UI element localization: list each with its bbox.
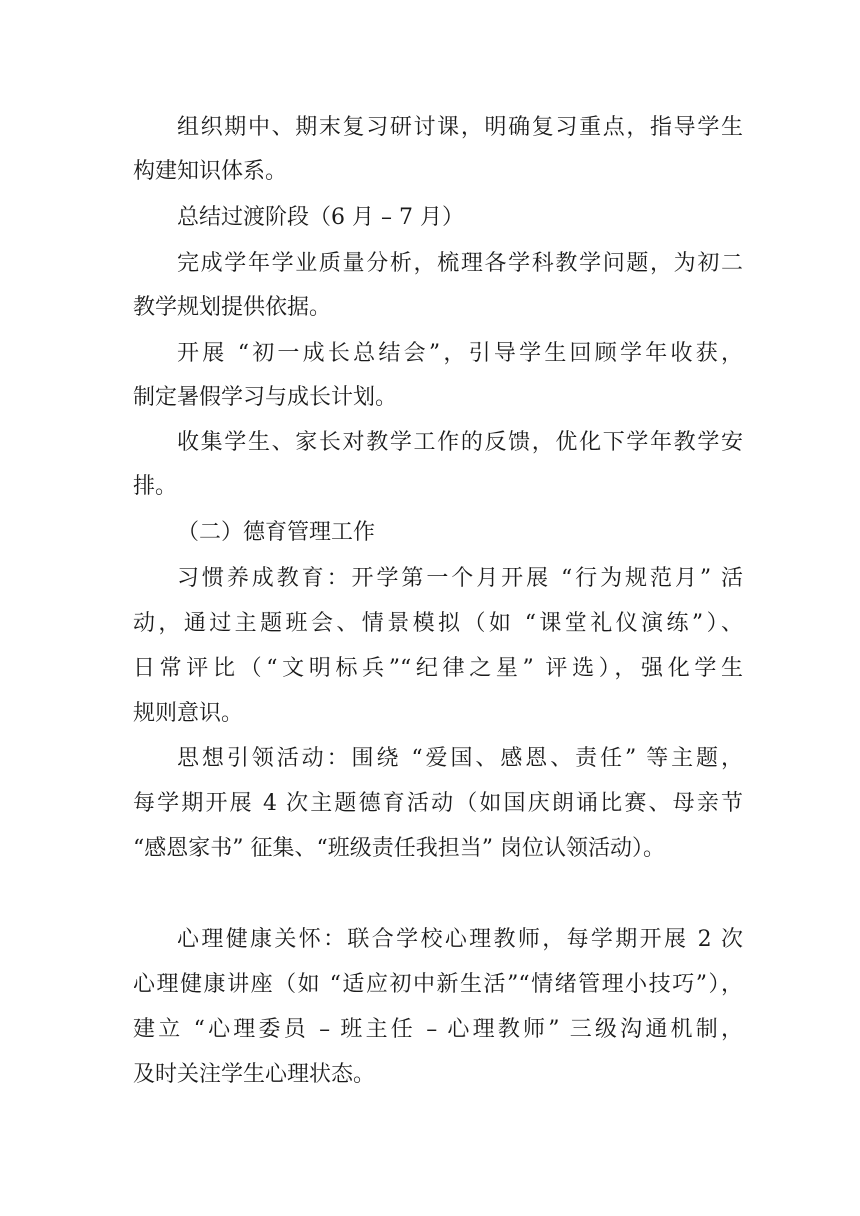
- paragraph-line: 建立 “心理委员 – 班主任 – 心理教师” 三级沟通机制，: [133, 1017, 743, 1042]
- paragraph-line: 制定暑假学习与成长计划。: [133, 385, 398, 410]
- subsection-heading: （二）德育管理工作: [177, 520, 376, 545]
- paragraph-line: 收集学生、家长对教学工作的反馈，优化下学年教学安: [177, 430, 743, 455]
- paragraph-line: “感恩家书” 征集、“班级责任我担当” 岗位认领活动）。: [133, 836, 665, 861]
- paragraph-line: 思想引领活动：围绕 “爱国、感恩、责任” 等主题，: [177, 746, 743, 771]
- paragraph-line: 组织期中、期末复习研讨课，明确复习重点，指导学生: [177, 115, 743, 140]
- paragraph-line: 教学规划提供依据。: [133, 295, 332, 320]
- paragraph-line: 及时关注学生心理状态。: [133, 1062, 376, 1087]
- paragraph-line: 动，通过主题班会、情景模拟（如 “课堂礼仪演练”）、: [133, 611, 743, 636]
- paragraph-line: 每学期开展 4 次主题德育活动（如国庆朗诵比赛、母亲节: [133, 791, 743, 816]
- paragraph-line: 心理健康讲座（如 “适应初中新生活”“情绪管理小技巧”），: [133, 972, 743, 997]
- paragraph-line: 排。: [133, 474, 178, 499]
- paragraph-line: 完成学年学业质量分析，梳理各学科教学问题，为初二: [177, 251, 743, 276]
- paragraph-line: 构建知识体系。: [133, 159, 288, 184]
- paragraph-line: 习惯养成教育：开学第一个月开展 “行为规范月” 活: [177, 566, 743, 591]
- paragraph-line: 开展 “初一成长总结会”，引导学生回顾学年收获，: [177, 341, 743, 366]
- paragraph-line: 日常评比（“文明标兵”“纪律之星” 评选），强化学生: [133, 656, 743, 681]
- paragraph-line: 心理健康关怀：联合学校心理教师，每学期开展 2 次: [177, 927, 743, 952]
- paragraph-line: 规则意识。: [133, 701, 244, 726]
- section-heading: 总结过渡阶段（6 月 – 7 月）: [177, 205, 464, 230]
